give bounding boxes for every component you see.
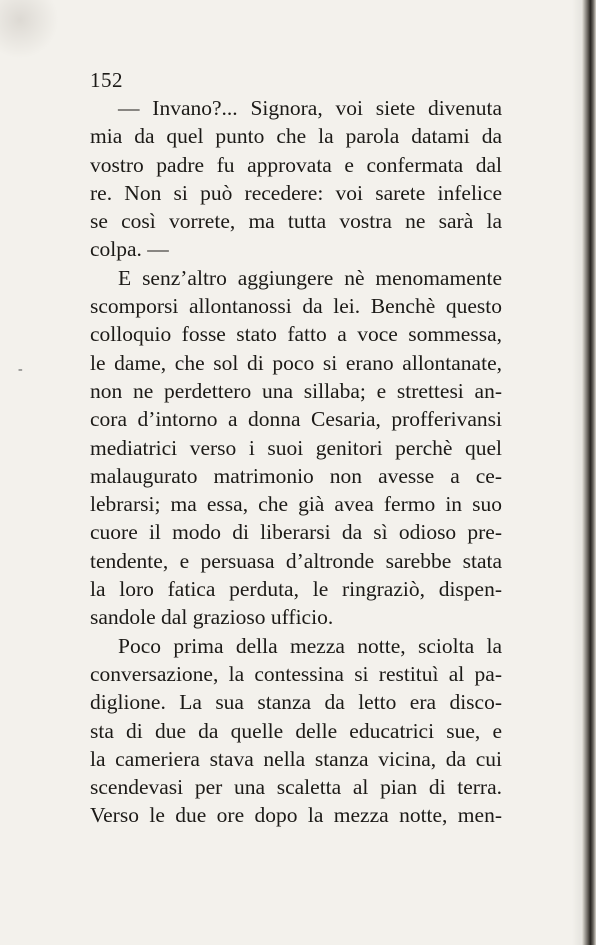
text-line: mediatrici verso i suoi genitori perchè quel xyxy=(90,435,502,460)
text-line: lebrarsi; ma essa, che già avea fermo in suo xyxy=(90,492,502,517)
page-edge xyxy=(582,0,596,945)
text-line: non ne perdettero una sillaba; e strettesi an- xyxy=(90,378,502,403)
text-line: cora d’intorno a donna Cesaria, profferivansi xyxy=(90,407,502,432)
page-number: 152 xyxy=(90,68,123,92)
text-line: re. Non si può recedere: voi sarete infelice xyxy=(90,180,502,205)
text-line: tendente, e persuasa d’altronde sarebbe stata xyxy=(90,548,502,573)
text-line: la cameriera stava nella stanza vicina, da cui xyxy=(90,746,502,771)
text-line: colloquio fosse stato fatto a voce sommessa, xyxy=(90,322,502,347)
body-text xyxy=(90,94,502,830)
page-smudge xyxy=(0,0,70,60)
text-line: la loro fatica perduta, le ringraziò, dispen- xyxy=(90,577,502,602)
text-line: Verso le due ore dopo la mezza notte, men- xyxy=(90,803,502,828)
text-line: vostro padre fu approvata e confermata dal xyxy=(90,152,502,177)
page-edge-shadow xyxy=(572,0,582,945)
text-line: conversazione, la contessina si restituì al pa- xyxy=(90,661,502,686)
text-line: mia da quel punto che la parola datami da xyxy=(90,124,502,149)
text-line: sandole dal grazioso ufficio. xyxy=(90,605,334,630)
text-line: scomporsi allontanossi da lei. Benchè questo xyxy=(90,294,502,319)
text-line: le dame, che sol di poco si erano allontanate, xyxy=(90,350,502,375)
text-line: diglione. La sua stanza da letto era disco- xyxy=(90,690,502,715)
text-line: colpa. — xyxy=(90,237,169,262)
margin-mark: - xyxy=(18,362,23,377)
text-line: se così vorrete, ma tutta vostra ne sarà la xyxy=(90,209,502,234)
text-line: — Invano?... Signora, voi siete divenuta xyxy=(118,96,502,120)
text-line: scendevasi per una scaletta al pian di terra. xyxy=(90,775,502,800)
text-line: E senz’altro aggiungere nè menomamente xyxy=(118,265,502,290)
text-line: cuore il modo di liberarsi da sì odioso pre- xyxy=(90,520,502,545)
text-line: sta di due da quelle delle educatrici sue, e xyxy=(90,718,502,743)
text-line: Poco prima della mezza notte, sciolta la xyxy=(118,633,502,658)
text-line: malaugurato matrimonio non avesse a ce- xyxy=(90,463,502,488)
